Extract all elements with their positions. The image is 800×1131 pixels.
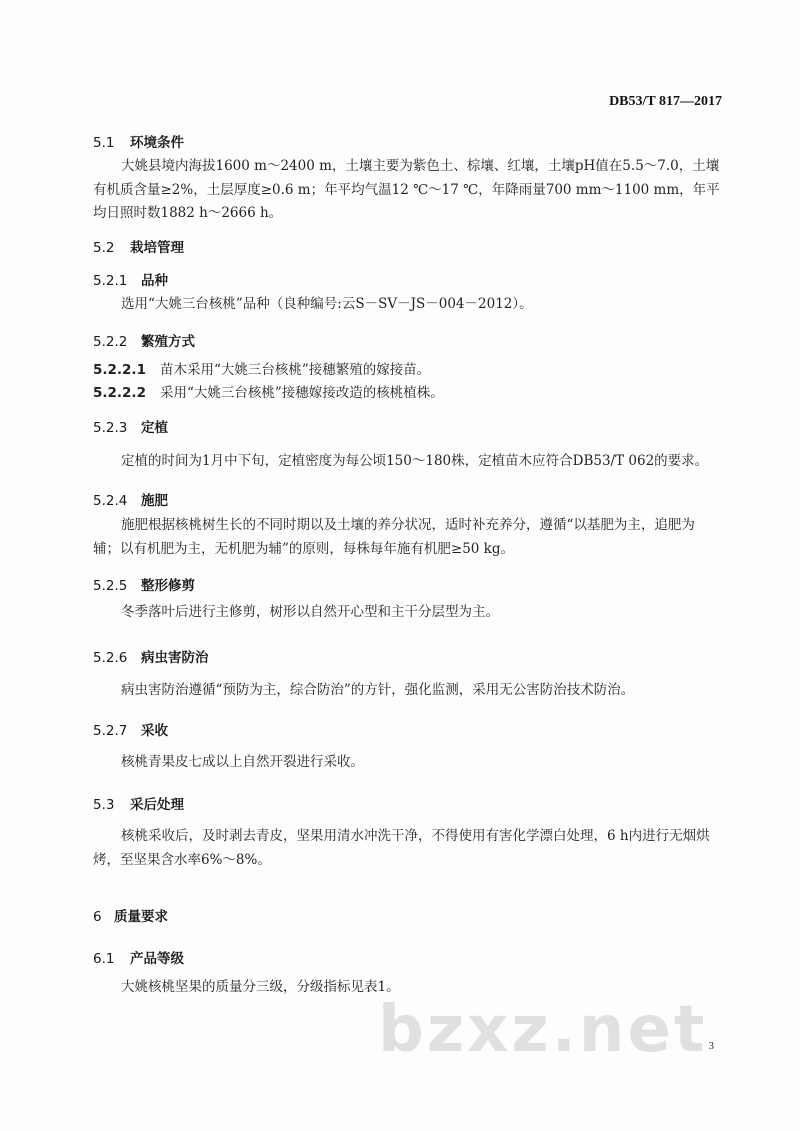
- heading-6-1: [93, 947, 184, 967]
- heading-5-2-5: [93, 574, 195, 594]
- heading-title: 栽培管理: [130, 240, 184, 256]
- heading-number: 5.3: [93, 797, 115, 813]
- paragraph-5-2-1: 选用“大姚三台核桃”品种（良种编号:云S－SV－JS－004－2012）。: [121, 296, 533, 312]
- heading-number: 5.2.3: [93, 420, 128, 436]
- heading-number: 5.2.5: [93, 578, 128, 594]
- heading-number: 6.1: [93, 951, 115, 967]
- heading-title: 采后处理: [130, 797, 184, 813]
- page-number: 3: [708, 1040, 714, 1052]
- heading-number: 6: [93, 909, 102, 925]
- heading-number: 5.1: [93, 135, 115, 151]
- paragraph-5-2-6: 病虫害防治遵循“预防为主，综合防治”的方针，强化监测，采用无公害防治技术防治。: [121, 682, 635, 698]
- heading-number: 5.2.1: [93, 273, 128, 289]
- paragraph-5-3: 核桃采收后，及时剥去青皮，坚果用清水冲洗干净，不得使用有害化学漂白处理，6 h内进行无烟烘烤，至坚果含水率6%～8%。: [93, 828, 710, 868]
- heading-5-2: [93, 236, 184, 256]
- paragraph-5-2-5: 冬季落叶后进行主修剪，树形以自然开心型和主干分层型为主。: [121, 604, 499, 620]
- heading-number: 5.2.7: [93, 723, 128, 739]
- heading-5-2-6: [93, 646, 209, 666]
- clause-text: 采用“大姚三台核桃”接穗嫁接改造的核桃植株。: [160, 385, 444, 401]
- heading-title: 病虫害防治: [141, 650, 209, 666]
- heading-number: 5.2.6: [93, 650, 128, 666]
- heading-title: 质量要求: [114, 909, 168, 925]
- paragraph-6-1: 大姚核桃坚果的质量分三级，分级指标见表1。: [121, 979, 400, 995]
- watermark: bzxz.net: [378, 993, 708, 1067]
- heading-title: 品种: [141, 273, 168, 289]
- clause-5-2-2-1: [93, 358, 430, 378]
- heading-title: 采收: [141, 723, 168, 739]
- heading-title: 施肥: [141, 493, 168, 509]
- clause-text: 苗木采用“大姚三台核桃”接穗繁殖的嫁接苗。: [160, 362, 431, 378]
- heading-5-2-1: [93, 269, 168, 289]
- heading-5-2-2: [93, 330, 195, 350]
- heading-title: 繁殖方式: [141, 334, 195, 350]
- heading-number: 5.2.4: [93, 493, 128, 509]
- heading-number: 5.2.2: [93, 334, 128, 350]
- heading-number: 5.2: [93, 240, 115, 256]
- paragraph-5-1: 大姚县境内海拔1600 m～2400 m，土壤主要为紫色土、棕壤、红壤，土壤pH值在5.5～7.0，土壤有机质含量≥2%，土层厚度≥0.6 m；年平均气温12 ℃～17 ℃，年降雨量700 mm～1100 mm，年平均日照时数1882 h～2666 h。: [93, 158, 720, 221]
- heading-5-2-4: [93, 489, 168, 509]
- heading-5-1: [93, 131, 184, 151]
- heading-5-2-7: [93, 719, 168, 739]
- paragraph-5-2-4: 施肥根据核桃树生长的不同时期以及土壤的养分状况，适时补充养分，遵循“以基肥为主，追肥为辅；以有机肥为主，无机肥为辅”的原则，每株每年施有机肥≥50 kg。: [93, 517, 695, 557]
- heading-title: 整形修剪: [141, 578, 195, 594]
- heading-title: 环境条件: [130, 135, 184, 151]
- paragraph-5-2-7: 核桃青果皮七成以上自然开裂进行采收。: [121, 754, 364, 770]
- heading-6: [93, 905, 168, 925]
- heading-title: 产品等级: [130, 951, 184, 967]
- paragraph-5-2-3: 定植的时间为1月中下旬，定植密度为每公顷150～180株，定植苗木应符合DB53/T 062的要求。: [121, 453, 709, 469]
- heading-title: 定植: [141, 420, 168, 436]
- clause-number: 5.2.2.2: [93, 385, 146, 401]
- heading-5-3: [93, 793, 184, 813]
- clause-number: 5.2.2.1: [93, 362, 146, 378]
- heading-5-2-3: [93, 416, 168, 436]
- clause-5-2-2-2: [93, 381, 444, 401]
- document-code: DB53/T 817—2017: [609, 94, 722, 109]
